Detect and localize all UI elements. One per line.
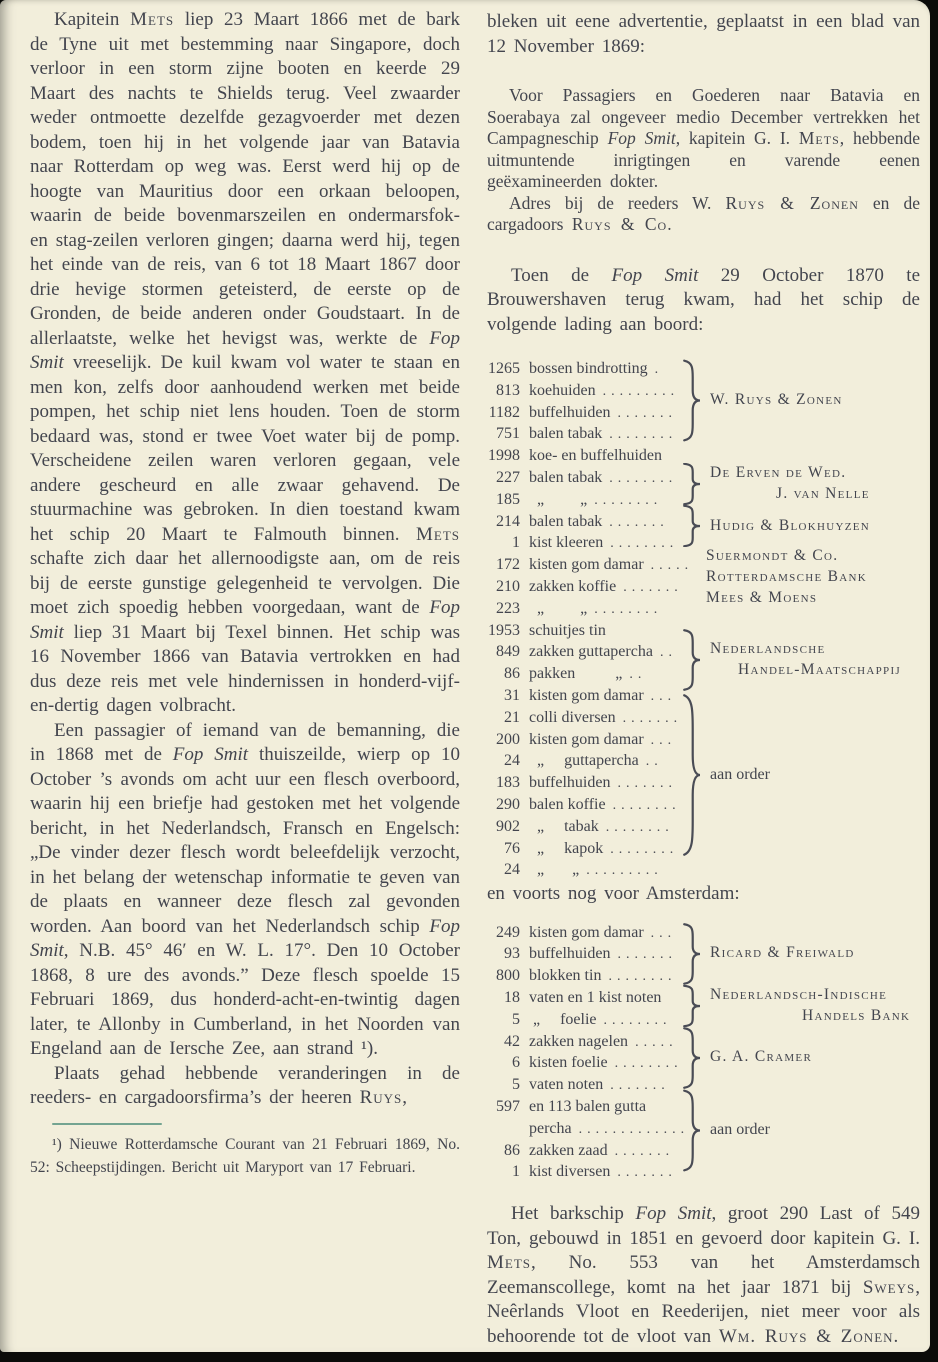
text-run-smallcaps: Ruys (359, 1087, 403, 1108)
amsterdam-heading: en voorts nog voor Amsterdam: (487, 883, 740, 905)
cargo-qty: 751 (496, 425, 520, 443)
brace-icon (683, 1089, 700, 1172)
text-run-italic: Fop Smit (607, 128, 676, 148)
dot-leader: ........ (610, 841, 679, 857)
paragraph-voyage (30, 8, 460, 719)
dot-leader: .. (629, 667, 647, 683)
cargo-desc: „ „ (529, 599, 588, 617)
text-run: en de cargadoors (487, 192, 920, 234)
cargo-qty: 800 (496, 967, 520, 985)
cargo-qty: 183 (496, 774, 520, 792)
brace-icon (683, 985, 700, 1027)
text-run-italic: Fop Smit (635, 1203, 712, 1225)
dot-leader: ........ (594, 492, 663, 508)
dot-leader: ......... (602, 383, 680, 399)
cargo-desc: „ „ (529, 490, 588, 508)
cargo-desc: kisten gom damar (529, 686, 644, 704)
dot-leader: ........ (605, 819, 674, 835)
consignee-line: Handels Bank (802, 1006, 911, 1024)
brace-icon (683, 359, 700, 442)
cargo-desc: zakken guttapercha (529, 643, 653, 661)
consignee-group-nhm (683, 629, 901, 691)
cargo-desc: kisten gom damar (529, 556, 644, 574)
cargo-desc: zakken nagelen (529, 1032, 629, 1050)
dot-leader: .. (659, 645, 677, 661)
dot-leader: ....... (617, 1165, 677, 1181)
cargo-qty: 185 (496, 490, 520, 508)
cargo-qty: 597 (496, 1098, 520, 1115)
consignee-label (710, 985, 910, 1027)
cargo-desc: blokken tin (529, 967, 602, 985)
dot-leader: ....... (617, 776, 677, 792)
cargo-qty: 5 (512, 1010, 520, 1028)
text-run-smallcaps: Mets (798, 128, 840, 148)
consignee-suermondt: Suermondt & Co. (706, 547, 839, 564)
cargo-qty: 227 (496, 468, 520, 486)
paragraph-bottle-message (30, 719, 460, 1062)
text-run: , N.B. 45° 46′ en W. L. 17°. Den 10 October 1868, 8 ure des avonds.” Deze flesch spoelde 15 Februari 1869, dus honderd-acht-en-twintig dagen later, te Allonby in Cumberland, in het Noorden van Engeland aan de Iersche Zee, aan strand ¹). (30, 940, 460, 1059)
cargo-qty: 200 (496, 730, 520, 748)
cargo-qty: 1953 (488, 621, 520, 639)
consignee-label: aan order (710, 765, 770, 783)
dot-leader: ........ (612, 797, 681, 813)
text-run: vreeselijk. De kuil kwam vol water te staan en men kon, zelfs door aanhoudend werken met beide pompen, het schip niet lens houden. Toen de storm bedaard was, stond er twee Voet water bij de pomp. Verscheidene zeilen waren verloren gegaan, vele andere gescheurd en alle zwaar gehavend. De stuurmachine was gebroken. In dien toestand kwam het schip 20 Maart te Falmouth binnen. (30, 352, 460, 545)
cargo-qty: 93 (504, 945, 520, 963)
cargo-desc: balen tabak (529, 468, 603, 486)
cargo-desc: „ „ (529, 861, 580, 879)
dot-leader: ....... (610, 1078, 670, 1094)
text-run: Toen de (511, 264, 612, 286)
cargo-qty: 1998 (488, 447, 520, 465)
dot-leader: ........ (614, 1056, 683, 1072)
consignee-group-cramer (683, 1027, 812, 1089)
footnote-text: ¹) Nieuwe Rotterdamsche Courant van 21 Februari 1869, No. 52: Scheepstijdingen. Bericht uit Maryport van 17 Februari. (30, 1135, 460, 1176)
cargo-qty: 290 (496, 795, 520, 813)
cargo-desc: kisten gom damar (529, 730, 644, 748)
text-run: . (893, 1325, 899, 1347)
dot-leader: ..... (635, 1034, 678, 1050)
dot-leader: ... (650, 688, 677, 704)
text-run: Adres bij de reeders W. (509, 192, 726, 213)
cargo-desc: buffelhuiden (529, 774, 611, 792)
cargo-qty: 24 (504, 861, 520, 879)
cargo-desc: kisten foelie (529, 1054, 608, 1072)
cargo-desc: vaten en 1 kist noten (529, 989, 662, 1007)
cargo-qty: 172 (496, 556, 520, 574)
cargo-desc: balen tabak (529, 425, 603, 443)
consignee-line: De Erven de Wed. (710, 464, 847, 482)
cargo-desc: colli diversen (529, 708, 616, 726)
consignee-group-ricard (683, 923, 855, 985)
text-run-italic: Fop Smit (30, 327, 460, 373)
text-run-smallcaps: Ruys & Co. (571, 214, 673, 234)
consignee-label: G. A. Cramer (710, 1048, 813, 1066)
cargo-desc: „ tabak (529, 817, 599, 835)
cargo-row (487, 860, 920, 882)
cargo-qty: 86 (504, 1141, 520, 1159)
paragraph-return-cargo (487, 264, 920, 338)
consignee-rotterdamsche-bank: Rotterdamsche Bank (706, 568, 868, 585)
consignee-label: Hudig & Blokhuyzen (710, 516, 871, 534)
text-run: , Neêrlands Vloot en Reederijen, niet meer voor als behoorende tot de vloot van (487, 1276, 920, 1347)
cargo-qty: 21 (504, 708, 520, 726)
cargo-qty: 18 (504, 989, 520, 1007)
text-run: Kapitein (54, 9, 131, 30)
cargo-desc: balen tabak (529, 512, 603, 530)
text-run-smallcaps: Mets (130, 9, 175, 30)
paragraph-address (487, 193, 920, 236)
consignee-group-order (683, 692, 770, 858)
consignee-label (710, 639, 901, 681)
dot-leader: ........ (608, 969, 677, 985)
cargo-row (487, 599, 920, 621)
paragraph-firms (30, 1062, 460, 1111)
dot-leader: ........ (609, 427, 678, 443)
cargo-desc: buffelhuiden (529, 945, 611, 963)
cargo-qty: 849 (496, 643, 520, 661)
text-run: , kapitein G. I. (675, 128, 799, 148)
paragraph-advert-intro: bleken uit eene advertentie, geplaatst in een blad van 12 November 1869: (487, 11, 920, 57)
cargo-qty: 210 (496, 577, 520, 595)
dot-leader: ........ (594, 601, 663, 617)
text-run: , groot 290 Last of 549 Ton, gebouwd in 1851 en gevoerd door kapitein G. I. (487, 1203, 920, 1249)
cargo-qty: 1265 (488, 360, 520, 377)
dot-leader: ....... (622, 710, 683, 726)
cargo-list-amsterdam (487, 923, 920, 1185)
brace-icon (683, 629, 700, 691)
footnote-rule (52, 1123, 162, 1125)
text-run-smallcaps: Wm. Ruys & Zonen (718, 1325, 894, 1347)
cargo-desc: kist diversen (529, 1163, 611, 1181)
dot-leader: ....... (623, 579, 683, 595)
cargo-qty: 42 (504, 1032, 520, 1050)
brace-icon (683, 923, 700, 985)
dot-leader: ........ (609, 470, 678, 486)
dot-leader: ... (650, 925, 677, 941)
cargo-qty: 902 (496, 817, 520, 835)
consignee-line: J. van Nelle (776, 485, 870, 502)
consignee-label: aan order (710, 1120, 770, 1138)
dot-leader: ....... (609, 514, 669, 530)
text-run-smallcaps: Mets (415, 523, 460, 545)
consignee-mees-moens: Mees & Moens (706, 589, 818, 606)
text-run-italic: Fop Smit (611, 264, 699, 286)
cargo-desc: percha (529, 1119, 572, 1137)
dot-leader: ............. (578, 1121, 690, 1137)
consignee-group-ruys (683, 359, 843, 442)
consignee-label: Ricard & Freiwald (710, 944, 855, 962)
cargo-desc: koe- en buffelhuiden (529, 447, 662, 465)
cargo-desc: en 113 balen gutta (529, 1098, 647, 1115)
cargo-desc: zakken zaad (529, 1141, 608, 1159)
cargo-qty: 86 (504, 665, 520, 683)
dot-leader: . (654, 362, 664, 377)
cargo-desc: kisten gom damar (529, 923, 644, 941)
dot-leader: .. (645, 754, 663, 770)
cargo-qty: 31 (504, 686, 520, 704)
consignee-line: Handel-Maatschappij (738, 661, 902, 678)
text-run: thuiszeilde, wierp op 10 October ’s avonds om acht uur een flesch overboord, waarin hij een briefje had gestoken met het volgende bericht, in het Nederlandsch, Fransch en Engelsch: „De vinder dezer flesch wordt beleefdelijk verzocht, in het belang der wetenschap informatie te geven van de plaats en wanneer deze flesch zal gevonden worden. Aan boord van het Nederlandsch schip (30, 744, 461, 937)
cargo-desc: balen koffie (529, 795, 606, 813)
brace-icon (683, 1027, 700, 1089)
brace-icon (683, 505, 700, 547)
text-run: Een passagier of iemand van de bemanning, die in 1868 met de (30, 719, 460, 765)
cargo-desc: schuitjes tin (529, 621, 606, 639)
cargo-desc: kist kleeren (529, 534, 604, 552)
left-column (30, 0, 460, 1180)
text-run-italic: Fop Smit (30, 597, 460, 643)
cargo-qty: 1 (512, 1163, 520, 1181)
cargo-desc: koehuiden (529, 381, 596, 399)
cargo-desc: pakken „ (529, 665, 623, 683)
text-run: schafte zich daar het allernoodigste aan, om de reis bij de eerste gunstige gelegenheid te vervolgen. Die moet zich spoedig hebben voorgedaan, want de (30, 548, 460, 618)
brace-icon (683, 463, 700, 505)
cargo-desc: „ kapok (529, 839, 604, 857)
text-run: Plaats gehad hebbende veranderingen in de reeders- en cargadoorsfirma’s der heeren (30, 1062, 460, 1108)
cargo-desc: „ foelie (529, 1010, 597, 1028)
text-run: , hebbende uitmuntende inrigtingen en varende eenen geëxamineerden dokter. (487, 128, 920, 191)
text-run: Voor Passagiers en Goederen naar Batavia en Soerabaya zal ongeveer medio December vertrekken het Campagneschip (487, 85, 920, 148)
dot-leader: ........ (610, 536, 679, 552)
cargo-list-rotterdam (487, 359, 920, 882)
text-run-italic: Fop Smit (30, 915, 460, 961)
cargo-desc: „ guttapercha (529, 752, 639, 770)
dot-leader: ..... (650, 558, 694, 574)
dot-leader: ....... (614, 1143, 675, 1159)
dot-leader: ....... (617, 947, 677, 963)
cargo-qty: 5 (512, 1076, 520, 1094)
paragraph-advertisement (487, 85, 920, 193)
dot-leader: ......... (586, 863, 663, 879)
cargo-qty: 24 (504, 752, 520, 770)
text-run: liep 23 Maart 1866 met de bark de Tyne uit met bestemming naar Singapore, doch verloor in een storm zijne booten en keerde 29 Maart des nachts te Shields terug. Veel zwaarder weder ontmoette dezelfde gezagvoerder met dezen bodem, toen hij in het volgende jaar van Batavia naar Rotterdam op weg was. Eerst werd hij op de hoogte van Mauritius door een orkaan beloopen, waarin de beide bovenmarszeilen en ondermarsfok- en stag-zeilen verloren gingen; daarna werd hij, tegen het einde van de reis, van 6 tot 18 Maart 1867 door drie hevige stormen geteisterd, de eerste op de Gronden, de beide anderen onder Goudstaart. In de allerlaatste, welke het hevigst was, werkte de (30, 9, 460, 349)
text-run-smallcaps: Mets (487, 1252, 532, 1274)
cargo-qty: 223 (496, 599, 520, 617)
dot-leader: ... (650, 732, 677, 748)
cargo-qty: 6 (512, 1054, 520, 1072)
text-run: , No. 553 van het Amsterdamsch Zeemanscollege, komt na het jaar 1871 bij (487, 1252, 920, 1298)
cargo-qty: 249 (496, 923, 520, 941)
text-run: , (402, 1087, 408, 1108)
paragraph-ship-history (487, 1202, 920, 1349)
right-column (487, 0, 920, 1349)
consignee-line: Nederlandsche (710, 640, 826, 658)
consignee-line: Nederlandsch-Indische (710, 985, 888, 1003)
dot-leader: ........ (603, 1012, 672, 1028)
text-run: Het barkschip (511, 1203, 636, 1225)
consignee-group-nib (683, 985, 910, 1027)
consignee-group-erven (683, 463, 870, 505)
cargo-qty: 1 (512, 534, 520, 552)
text-run: 29 October 1870 te Brouwershaven terug kwam, had het schip de volgende lading aan boord: (487, 264, 921, 335)
cargo-qty: 1182 (488, 403, 520, 421)
consignee-label (710, 463, 870, 505)
cargo-desc: zakken koffie (529, 577, 617, 595)
cargo-qty: 214 (496, 512, 520, 530)
consignee-group-hudig (683, 505, 870, 547)
consignee-group-order-amsterdam (683, 1089, 770, 1172)
cargo-qty: 76 (504, 839, 520, 857)
text-run-italic: Fop Smit (172, 744, 249, 765)
dot-leader: ....... (617, 405, 677, 421)
text-run-smallcaps: Ruys & Zonen (725, 192, 859, 213)
text-run: liep 31 Maart bij Texel binnen. Het schip was 16 November 1866 van Batavia vertrokken en had dus deze reis met vele hindernissen in honderd-vijf-en-dertig dagen volbracht. (30, 621, 460, 716)
cargo-desc: vaten noten (529, 1076, 604, 1094)
cargo-desc: buffelhuiden (529, 403, 611, 421)
cargo-desc: bossen bindrotting (529, 360, 648, 377)
brace-icon (683, 692, 700, 858)
text-run-smallcaps: Sweys (862, 1276, 916, 1298)
consignee-label: W. Ruys & Zonen (710, 391, 843, 409)
cargo-qty: 813 (496, 381, 520, 399)
